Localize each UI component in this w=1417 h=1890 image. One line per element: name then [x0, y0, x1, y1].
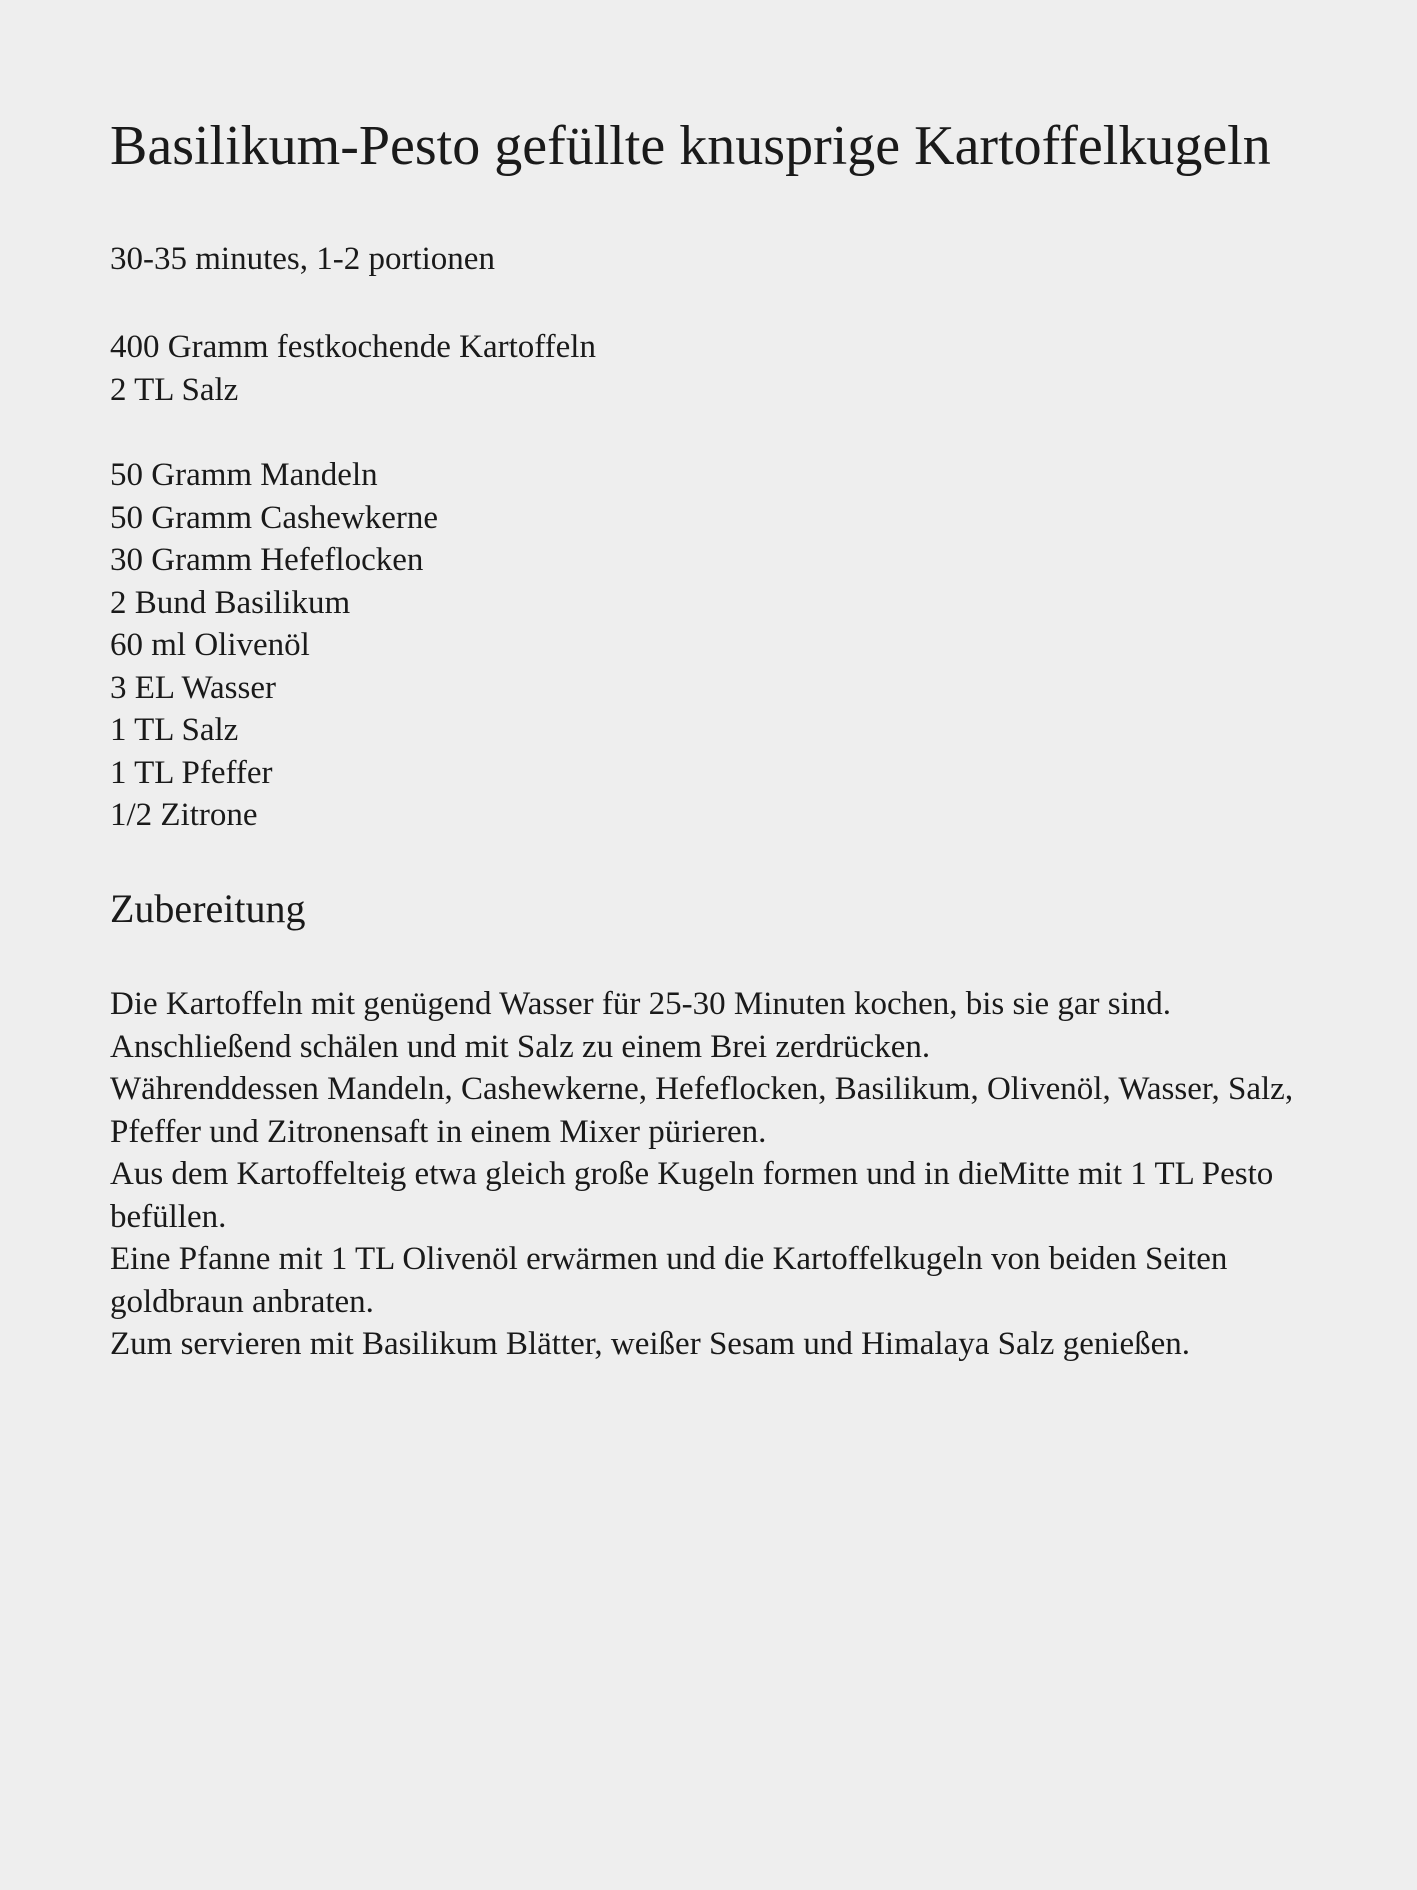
preparation-step: Zum servieren mit Basilikum Blätter, weißer Sesam und Himalaya Salz genießen. [110, 1326, 1191, 1362]
preparation-step: Aus dem Kartoffelteig etwa gleich große Kugeln formen und in dieMitte mit 1 TL Pesto befüllen. [110, 1156, 1274, 1235]
ingredient-item: 400 Gramm festkochende Kartoffeln [110, 329, 596, 365]
ingredient-item: 30 Gramm Hefeflocken [110, 542, 424, 578]
ingredient-item: 50 Gramm Cashewkerne [110, 499, 439, 536]
preparation-heading: Zubereitung [110, 886, 306, 931]
recipe-title: Basilikum-Pesto gefüllte knusprige Kartoffelkugeln [110, 115, 1271, 177]
ingredient-item: 3 EL Wasser [110, 669, 276, 706]
ingredient-item: 1 TL Salz [110, 712, 239, 748]
ingredient-list-potatoes [110, 326, 596, 411]
ingredient-item: 2 TL Salz [110, 371, 239, 408]
ingredient-item: 1/2 Zitrone [110, 797, 258, 833]
ingredient-list-pesto [110, 454, 438, 837]
ingredient-item: 2 Bund Basilikum [110, 584, 351, 621]
ingredient-item: 50 Gramm Mandeln [110, 457, 378, 493]
preparation-step: Die Kartoffeln mit genügend Wasser für 25-30 Minuten kochen, bis sie gar sind. Anschließend schälen und mit Salz zu einem Brei zerdrücken. [110, 986, 1172, 1065]
ingredient-item: 60 ml Olivenöl [110, 627, 310, 663]
preparation-step: Währenddessen Mandeln, Cashewkerne, Hefeflocken, Basilikum, Olivenöl, Wasser, Salz, Pfeffer und Zitronensaft in einem Mixer pürieren. [110, 1071, 1294, 1150]
ingredient-item: 1 TL Pfeffer [110, 754, 273, 791]
preparation-step: Eine Pfanne mit 1 TL Olivenöl erwärmen und die Kartoffelkugeln von beiden Seiten goldbraun anbraten. [110, 1241, 1228, 1320]
preparation-steps [110, 983, 1320, 1366]
recipe-time-servings: 30-35 minutes, 1-2 portionen [110, 241, 495, 277]
